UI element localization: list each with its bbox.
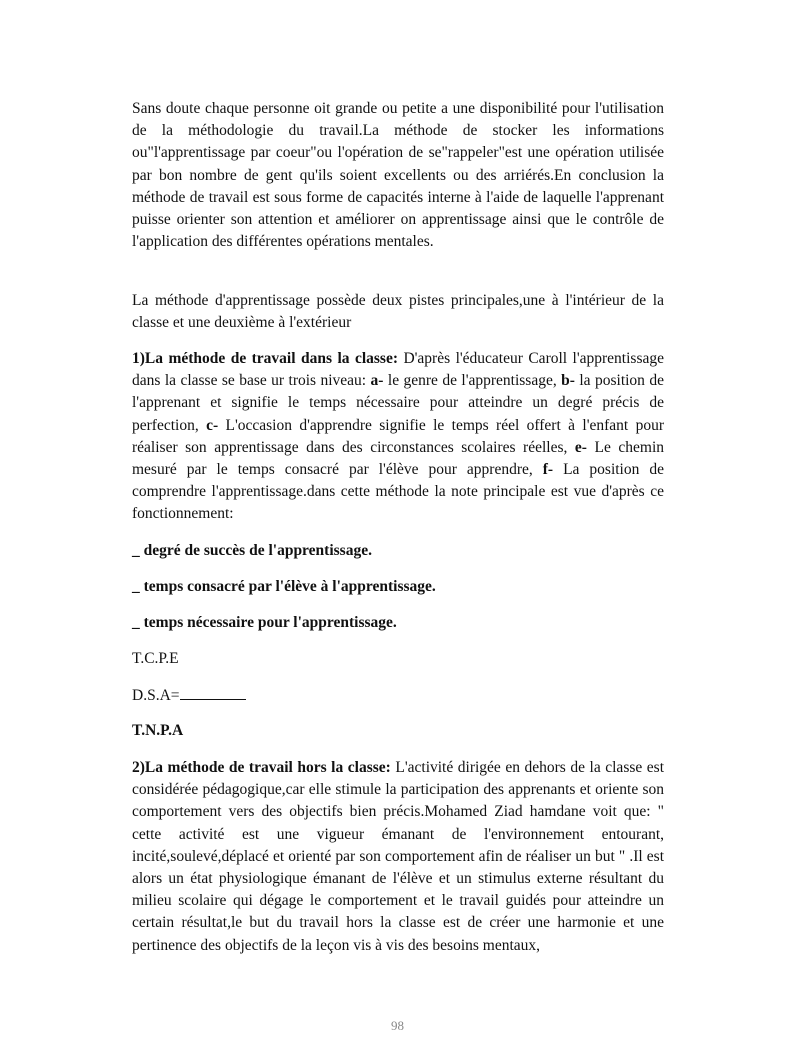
list-item-time-needed: _ temps nécessaire pour l'apprentissage. xyxy=(132,614,397,631)
paragraph-text: D'après l'éducateur Caroll l'apprentissage dans la classe se base ur trois niveau: xyxy=(132,350,664,390)
paragraph-out-of-class-method xyxy=(132,757,664,957)
formula-line xyxy=(132,684,246,707)
list-marker-c: c- xyxy=(206,416,219,434)
list-marker-f: f- xyxy=(542,461,554,479)
list-marker-a: a- xyxy=(370,372,384,390)
paragraph-text: la position de l'apprenant et signifie le temps nécessaire pour atteindre un degré précis de perfection, xyxy=(132,372,664,434)
paragraph-two-tracks: La méthode d'apprentissage possède deux pistes principales,une à l'intérieur de la classe et une deuxième à l'extérieur xyxy=(132,292,664,332)
paragraph-text: le genre de l'apprentissage, xyxy=(383,372,562,390)
paragraph-text: L'activité dirigée en dehors de la classe est considérée pédagogique,car elle stimule la participation des apprenants et oriente son comportement vers des objectifs bien précis.Mohamed Ziad hamdane voit que: " cette activité est une vigueur émanant de l'environnement entourant, incité,soulevé,déplacé et orienté par son comportement afin de réaliser un but " .Il est alors un état physiologique émanant de l'élève et un stimulus externe résultant du milieu scolaire qui dégage le comportement et le travail guidés pour atteindre un certain résultat,le but du travail hors la classe est de créer une harmonie et une pertinence des objectifs de la leçon vis à vis des besoins mentaux, xyxy=(132,759,665,954)
list-marker-e: e- xyxy=(574,438,587,456)
formula-numerator: T.C.P.E xyxy=(132,650,179,667)
section-heading-out-of-class: 2)La méthode de travail hors la classe: xyxy=(132,759,391,776)
paragraph-text: La position de comprendre l'apprentissage.dans cette méthode la note principale est vue d'après ce fonctionnement: xyxy=(132,461,664,523)
list-item-time-spent: _ temps consacré par l'élève à l'apprentissage. xyxy=(132,578,436,595)
paragraph-in-class-method xyxy=(132,348,664,526)
paragraph-text: L'occasion d'apprendre signifie le temps réel offert à l'enfant pour réaliser son apprentissage dans des circonstances scolaires réelles, xyxy=(132,416,664,456)
section-heading-in-class: 1)La méthode de travail dans la classe: xyxy=(132,350,398,367)
formula-denominator: T.N.P.A xyxy=(132,722,184,739)
formula-lhs: D.S.A= xyxy=(132,687,180,704)
list-item-success-degree: _ degré de succès de l'apprentissage. xyxy=(132,542,372,559)
list-marker-b: b- xyxy=(561,372,575,390)
page-number: 98 xyxy=(391,1018,404,1033)
fraction-bar xyxy=(180,684,246,700)
paragraph-text: Le chemin mesuré par le temps consacré par l'élève pour apprendre, xyxy=(132,438,664,479)
paragraph-intro: Sans doute chaque personne oit grande ou petite a une disponibilité pour l'utilisation de la méthodologie du travail.La méthode de stocker les informations ou"l'apprentissage par coeur"ou l'opération de se"rappeler"est une opération utilisée par bon nombre de gent qu'ils soient excellents ou des arriérés.En conclusion la méthode de travail est sous forme de capacités interne à l'aide de laquelle l'apprenant puisse orienter son attention et améliorer on apprentissage ainsi que le contrôle de l'application des différentes opérations mentales. xyxy=(132,100,664,251)
